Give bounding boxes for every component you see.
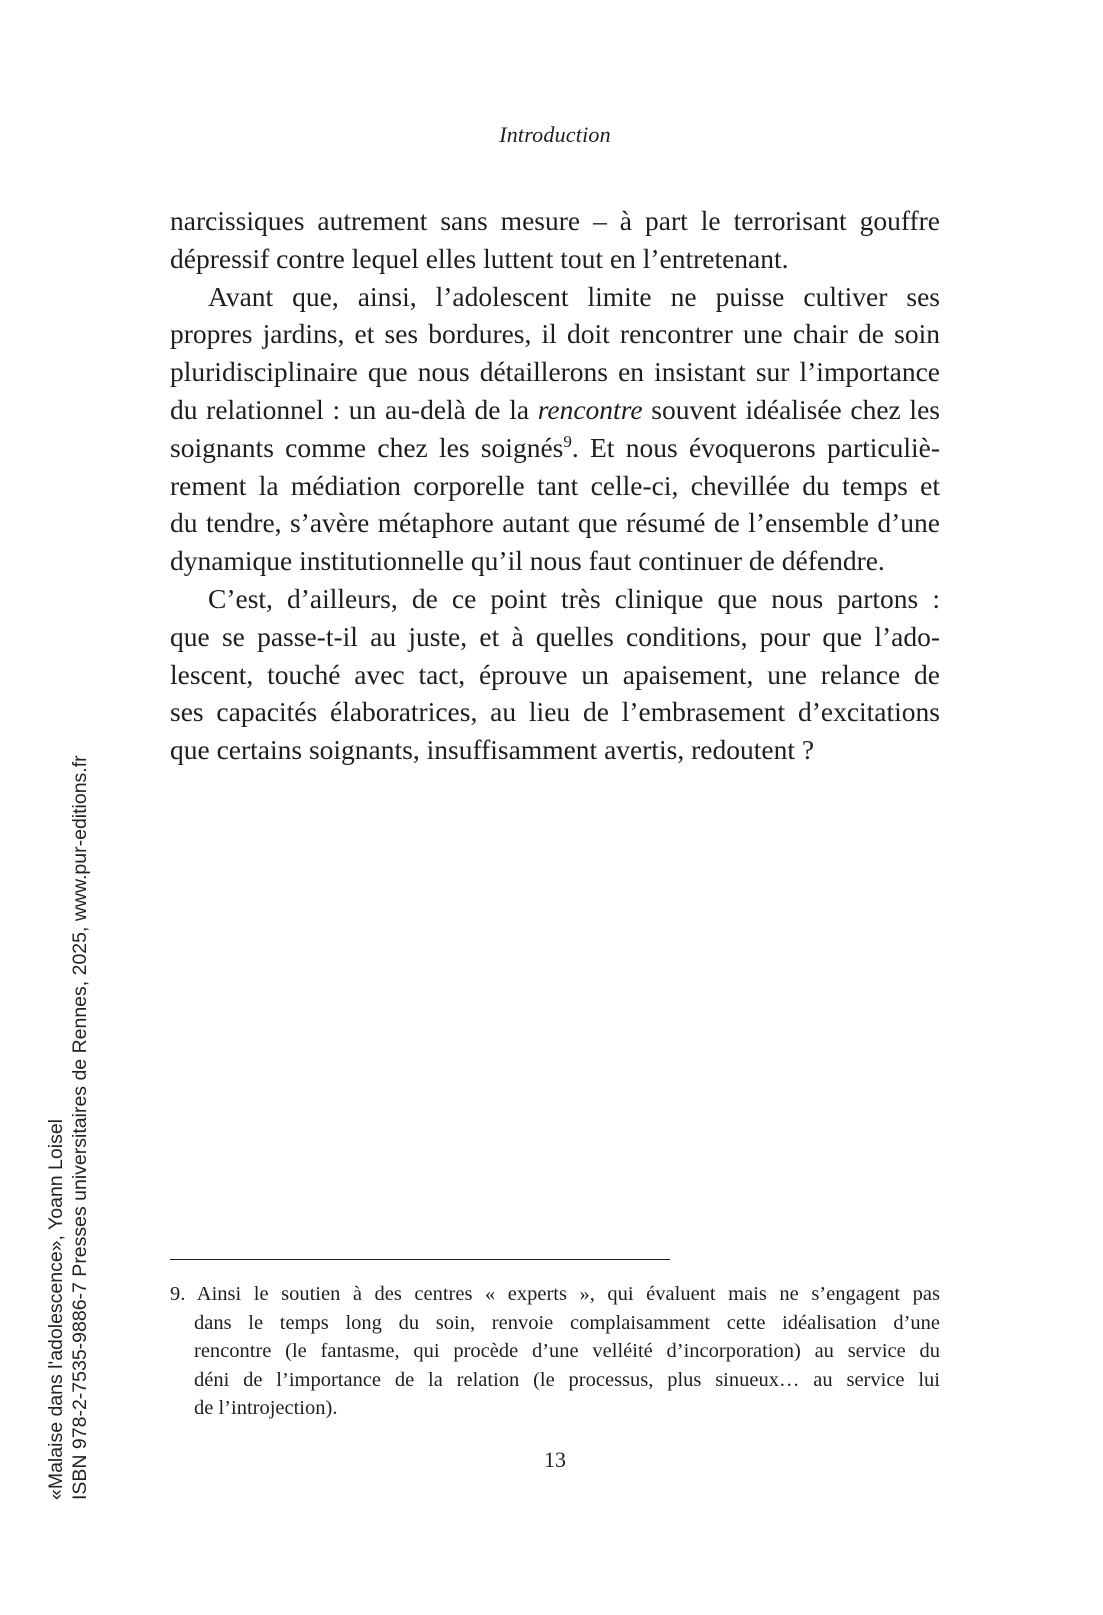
footnote-line: déni de l’importance de la relation (le processus, plus sinueux… au service lui — [194, 1368, 940, 1391]
text-line: narcissiques autrement sans mesure – à part le terrorisant gouffre — [170, 205, 940, 236]
footnote-line: rencontre (le fantasme, qui procède d’une velléité d’incorporation) au service du — [194, 1340, 940, 1362]
text-line: C’est, d’ailleurs, de ce point très clinique que nous partons : — [208, 582, 940, 614]
text-line — [170, 429, 940, 467]
side-credit — [44, 755, 92, 1500]
footnote — [170, 1280, 940, 1423]
body-text — [170, 202, 940, 769]
paragraph-1 — [170, 202, 940, 278]
side-credit-line: «Malaise dans l'adolescence», Yoann Loisel — [45, 1118, 67, 1500]
text-line: dynamique institutionnelle qu’il nous faut continuer de défendre. — [170, 545, 885, 577]
footnote-line: de l’introjection). — [194, 1397, 338, 1419]
running-head: Introduction — [499, 122, 611, 147]
page-number: 13 — [544, 1447, 566, 1472]
text-segment: soignants comme chez les soignés — [170, 431, 564, 463]
footnote-line: dans le temps long du soin, renvoie complaisamment cette idéalisation d’une — [194, 1311, 940, 1334]
text-segment: . Et nous évoquerons particuliè- — [571, 431, 940, 463]
footnote-line: 9. Ainsi le soutien à des centres « experts », qui évaluent mais ne s’engagent pas — [170, 1283, 940, 1305]
paragraph-3 — [170, 580, 940, 769]
footnote-divider — [170, 1259, 670, 1260]
text-segment: souvent idéalisée chez les — [642, 393, 940, 425]
text-line: dépressif contre lequel elles luttent tout en l’entretenant. — [170, 242, 789, 274]
emphasis-word: rencontre — [537, 393, 643, 425]
text-line: Avant que, ainsi, l’adolescent limite ne puisse cultiver ses — [208, 280, 940, 312]
paragraph-2 — [170, 278, 940, 580]
text-line: lescent, touché avec tact, éprouve un apaisement, une relance de — [170, 658, 940, 690]
text-line: ses capacités élaboratrices, au lieu de l’embrasement d’excitations — [170, 696, 940, 728]
text-line: que se passe-t-il au juste, et à quelles conditions, pour que l’ado- — [170, 620, 940, 652]
text-line: rement la médiation corporelle tant celle-ci, chevillée du temps et — [170, 469, 940, 501]
text-line: du tendre, s’avère métaphore autant que résumé de l’ensemble d’une — [170, 507, 940, 539]
text-line — [170, 391, 940, 429]
text-segment: du relationnel : un au-delà de la — [170, 393, 538, 425]
text-line: pluridisciplinaire que nous détaillerons en insistant sur l’importance — [170, 356, 940, 388]
side-credit-line: ISBN 978-2-7535-9886-7 Presses universitaires de Rennes, 2025, www.pur-editions.fr — [69, 755, 91, 1500]
footnote-reference[interactable]: 9 — [563, 431, 572, 451]
text-line: que certains soignants, insuffisamment avertis, redoutent ? — [170, 734, 815, 766]
text-line: propres jardins, et ses bordures, il doit rencontrer une chair de soin — [170, 318, 940, 350]
